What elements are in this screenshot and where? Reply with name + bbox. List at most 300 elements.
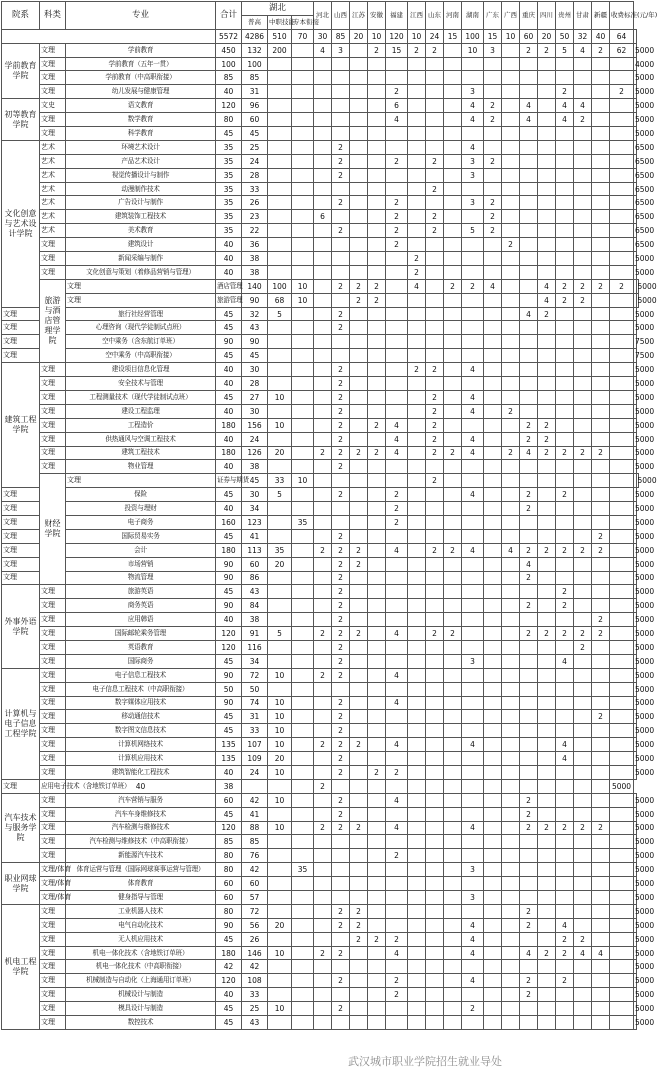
major-cell: 机电一体化技术（中高职衔接）	[66, 960, 216, 974]
quota-cell	[292, 765, 314, 779]
quota-cell	[314, 710, 332, 724]
quota-cell	[592, 210, 610, 224]
major-cell: 建设工程监理	[66, 404, 216, 418]
header-province: 山东	[426, 2, 444, 30]
quota-cell	[444, 946, 462, 960]
quota-cell: 4	[520, 446, 538, 460]
quota-cell: 33	[268, 474, 292, 488]
quota-cell	[426, 85, 444, 99]
header-province: 湖南	[462, 2, 484, 30]
quota-cell	[350, 946, 368, 960]
quota-cell: 4	[386, 946, 408, 960]
quota-cell: 80	[216, 904, 242, 918]
quota-cell	[574, 210, 592, 224]
quota-cell	[574, 738, 592, 752]
fee-cell: 5000	[634, 252, 637, 266]
quota-cell	[538, 140, 556, 154]
quota-cell	[520, 127, 538, 141]
quota-cell	[538, 85, 556, 99]
category-cell: 文理	[40, 932, 66, 946]
quota-cell	[592, 765, 610, 779]
quota-cell: 42	[216, 960, 242, 974]
major-cell: 文化创意与策划（着修品营销与管理）	[66, 265, 216, 279]
quota-cell	[314, 877, 332, 891]
quota-cell	[502, 515, 520, 529]
quota-cell: 23	[242, 210, 268, 224]
quota-cell: 2	[556, 293, 574, 307]
quota-cell: 40	[216, 85, 242, 99]
quota-cell	[268, 682, 292, 696]
quota-cell: 38	[242, 460, 268, 474]
quota-cell	[444, 404, 462, 418]
quota-cell: 34	[242, 654, 268, 668]
quota-cell	[426, 265, 444, 279]
quota-cell: 10	[268, 738, 292, 752]
quota-cell	[484, 627, 502, 641]
quota-cell: 2	[556, 543, 574, 557]
major-cell: 物业管理	[66, 460, 216, 474]
quota-cell	[314, 127, 332, 141]
quota-cell	[484, 460, 502, 474]
quota-cell: 6	[386, 99, 408, 113]
quota-cell: 4	[386, 432, 408, 446]
table-row	[2, 224, 639, 238]
quota-cell	[368, 502, 386, 516]
quota-cell: 2	[592, 543, 610, 557]
quota-cell	[556, 154, 574, 168]
quota-cell: 45	[216, 932, 242, 946]
quota-cell	[538, 127, 556, 141]
table-row	[2, 196, 639, 210]
quota-cell: 10	[268, 668, 292, 682]
quota-cell	[502, 710, 520, 724]
quota-cell	[350, 307, 368, 321]
quota-cell	[292, 821, 314, 835]
quota-cell	[502, 1016, 520, 1030]
quota-cell	[574, 432, 592, 446]
quota-cell	[444, 835, 462, 849]
quota-cell	[386, 779, 408, 793]
quota-cell	[592, 168, 610, 182]
quota-cell	[610, 877, 634, 891]
quota-cell: 40	[216, 238, 242, 252]
quota-cell	[610, 432, 634, 446]
quota-cell	[574, 140, 592, 154]
quota-cell	[314, 696, 332, 710]
quota-cell	[350, 140, 368, 154]
quota-cell: 72	[242, 668, 268, 682]
quota-cell	[538, 571, 556, 585]
header-fee: 收费标准(元/年)	[610, 2, 634, 30]
quota-cell	[368, 377, 386, 391]
quota-cell: 90	[216, 918, 242, 932]
quota-cell	[350, 599, 368, 613]
total-cell: 50	[556, 29, 574, 43]
quota-cell	[426, 807, 444, 821]
quota-cell: 2	[574, 279, 592, 293]
quota-cell	[292, 724, 314, 738]
quota-cell	[426, 821, 444, 835]
quota-cell	[426, 877, 444, 891]
quota-cell	[592, 835, 610, 849]
quota-cell	[484, 918, 502, 932]
quota-cell	[574, 196, 592, 210]
quota-cell: 33	[242, 988, 268, 1002]
category-cell: 文理	[40, 252, 66, 266]
quota-cell	[592, 752, 610, 766]
quota-cell: 2	[556, 279, 574, 293]
quota-cell	[386, 460, 408, 474]
quota-cell	[520, 238, 538, 252]
quota-cell	[502, 877, 520, 891]
quota-cell	[292, 696, 314, 710]
quota-cell	[484, 724, 502, 738]
header-college: 院系	[2, 2, 40, 30]
quota-cell	[462, 752, 484, 766]
quota-cell	[350, 502, 368, 516]
quota-cell	[520, 363, 538, 377]
quota-cell	[408, 182, 426, 196]
quota-cell	[574, 529, 592, 543]
quota-cell: 2	[332, 946, 350, 960]
quota-cell: 4	[538, 293, 556, 307]
quota-cell	[484, 821, 502, 835]
quota-cell	[408, 210, 426, 224]
quota-cell: 2	[332, 807, 350, 821]
quota-cell	[444, 738, 462, 752]
quota-cell	[408, 682, 426, 696]
category-cell: 文史	[40, 99, 66, 113]
quota-cell: 36	[242, 238, 268, 252]
quota-cell	[386, 71, 408, 85]
table-row	[2, 918, 639, 932]
quota-cell	[538, 460, 556, 474]
quota-cell	[502, 752, 520, 766]
quota-cell	[332, 127, 350, 141]
quota-cell	[592, 474, 610, 488]
quota-cell	[574, 710, 592, 724]
quota-cell	[268, 974, 292, 988]
quota-cell	[268, 849, 292, 863]
quota-cell	[444, 335, 462, 349]
quota-cell	[556, 793, 574, 807]
quota-cell	[610, 488, 634, 502]
quota-cell: 45	[242, 349, 268, 363]
quota-cell: 85	[216, 71, 242, 85]
quota-cell	[610, 765, 634, 779]
quota-cell	[520, 710, 538, 724]
quota-cell	[538, 807, 556, 821]
quota-cell	[350, 377, 368, 391]
quota-cell	[350, 585, 368, 599]
quota-cell	[368, 557, 386, 571]
quota-cell	[556, 265, 574, 279]
quota-cell	[408, 390, 426, 404]
quota-cell	[610, 154, 634, 168]
quota-cell	[538, 349, 556, 363]
quota-cell	[538, 224, 556, 238]
quota-cell	[332, 238, 350, 252]
quota-cell: 40	[216, 363, 242, 377]
quota-cell: 4	[462, 543, 484, 557]
quota-cell	[520, 849, 538, 863]
major-cell: 汽车检测与维修技术（中高职衔接）	[66, 835, 216, 849]
quota-cell: 4	[386, 696, 408, 710]
quota-cell	[332, 849, 350, 863]
quota-cell: 2	[332, 307, 350, 321]
quota-cell	[574, 307, 592, 321]
quota-cell	[426, 724, 444, 738]
quota-cell	[408, 543, 426, 557]
quota-cell: 10	[268, 1002, 292, 1016]
quota-cell	[444, 99, 462, 113]
quota-cell	[610, 182, 634, 196]
quota-cell	[520, 1016, 538, 1030]
quota-cell	[408, 988, 426, 1002]
major-cell: 国际商务	[66, 654, 216, 668]
quota-cell	[350, 57, 368, 71]
major-cell: 机电一体化技术（含地铁订单班）	[66, 946, 216, 960]
quota-cell: 2	[332, 404, 350, 418]
quota-cell	[314, 349, 332, 363]
quota-cell	[574, 891, 592, 905]
table-row	[2, 877, 639, 891]
quota-cell	[350, 877, 368, 891]
quota-cell	[332, 113, 350, 127]
college-cell: 机电工程学院	[2, 904, 40, 1029]
quota-cell: 4	[386, 793, 408, 807]
quota-cell	[556, 418, 574, 432]
quota-cell: 84	[242, 599, 268, 613]
quota-cell	[314, 793, 332, 807]
quota-cell	[426, 779, 444, 793]
table-row	[2, 127, 639, 141]
quota-cell	[556, 682, 574, 696]
quota-cell	[520, 891, 538, 905]
quota-cell	[426, 321, 444, 335]
major-cell: 数控技术	[66, 1016, 216, 1030]
quota-cell	[610, 224, 634, 238]
quota-cell	[520, 515, 538, 529]
quota-cell	[386, 724, 408, 738]
quota-cell	[520, 863, 538, 877]
quota-cell	[332, 779, 350, 793]
major-cell: 工程造价	[66, 418, 216, 432]
quota-cell	[556, 335, 574, 349]
total-cell: 64	[610, 29, 634, 43]
quota-cell: 2	[332, 793, 350, 807]
quota-cell	[592, 307, 610, 321]
quota-cell	[368, 738, 386, 752]
quota-cell: 2	[538, 821, 556, 835]
quota-cell: 4	[556, 752, 574, 766]
quota-cell	[350, 752, 368, 766]
quota-cell	[292, 363, 314, 377]
quota-cell	[556, 474, 574, 488]
quota-cell	[520, 738, 538, 752]
quota-cell	[444, 988, 462, 1002]
quota-cell: 2	[426, 43, 444, 57]
quota-cell	[350, 460, 368, 474]
quota-cell	[574, 252, 592, 266]
fee-cell: 5000	[634, 1016, 637, 1030]
quota-cell: 2	[426, 446, 444, 460]
quota-cell	[444, 779, 462, 793]
major-cell: 计算机应用技术	[66, 752, 216, 766]
quota-cell: 4	[538, 279, 556, 293]
quota-cell	[538, 793, 556, 807]
quota-cell	[444, 390, 462, 404]
quota-cell: 90	[216, 335, 242, 349]
quota-cell	[426, 863, 444, 877]
quota-cell	[350, 668, 368, 682]
quota-cell	[314, 307, 332, 321]
quota-cell	[484, 738, 502, 752]
quota-cell	[268, 196, 292, 210]
quota-cell	[502, 460, 520, 474]
major-cell: 环境艺术设计	[66, 140, 216, 154]
fee-cell: 5000	[634, 390, 637, 404]
quota-cell: 2	[332, 696, 350, 710]
quota-cell	[502, 390, 520, 404]
quota-cell	[462, 71, 484, 85]
category-cell: 文理	[2, 529, 40, 543]
quota-cell: 2	[314, 738, 332, 752]
quota-cell	[292, 404, 314, 418]
quota-cell: 2	[426, 474, 444, 488]
quota-cell	[292, 335, 314, 349]
quota-cell	[314, 557, 332, 571]
quota-cell	[502, 835, 520, 849]
quota-cell	[484, 640, 502, 654]
quota-cell: 126	[242, 446, 268, 460]
quota-cell: 180	[216, 446, 242, 460]
quota-cell: 2	[592, 529, 610, 543]
header-total: 合计	[216, 2, 242, 30]
quota-cell	[292, 113, 314, 127]
quota-cell: 10	[268, 418, 292, 432]
quota-cell	[426, 238, 444, 252]
quota-cell	[292, 446, 314, 460]
quota-cell: 90	[216, 599, 242, 613]
quota-cell	[484, 835, 502, 849]
quota-cell	[574, 418, 592, 432]
category-cell: 文理	[40, 460, 66, 474]
quota-cell: 120	[216, 627, 242, 641]
header-province: 重庆	[520, 2, 538, 30]
college-cell: 财经学院	[40, 474, 66, 585]
quota-cell	[444, 904, 462, 918]
quota-cell	[292, 432, 314, 446]
quota-cell	[556, 349, 574, 363]
quota-cell	[520, 779, 538, 793]
quota-cell: 15	[386, 43, 408, 57]
quota-cell	[408, 793, 426, 807]
quota-cell	[368, 390, 386, 404]
quota-cell	[592, 488, 610, 502]
quota-cell	[386, 863, 408, 877]
quota-cell	[444, 793, 462, 807]
quota-cell	[538, 835, 556, 849]
major-cell: 模具设计与制造	[66, 1002, 216, 1016]
quota-cell: 3	[462, 154, 484, 168]
quota-cell	[426, 349, 444, 363]
quota-cell	[268, 57, 292, 71]
quota-cell: 4	[462, 404, 484, 418]
quota-cell	[368, 488, 386, 502]
category-cell: 文理	[40, 668, 66, 682]
quota-cell	[502, 349, 520, 363]
quota-cell	[350, 390, 368, 404]
quota-cell	[502, 210, 520, 224]
quota-cell	[462, 849, 484, 863]
quota-cell	[484, 71, 502, 85]
quota-cell: 2	[408, 363, 426, 377]
quota-cell: 43	[242, 321, 268, 335]
quota-cell: 2	[332, 154, 350, 168]
quota-cell	[592, 1016, 610, 1030]
quota-cell	[502, 863, 520, 877]
quota-cell: 4	[386, 668, 408, 682]
quota-cell	[592, 599, 610, 613]
category-cell: 文理	[40, 599, 66, 613]
quota-cell	[444, 918, 462, 932]
quota-cell: 2	[520, 918, 538, 932]
quota-cell	[314, 224, 332, 238]
quota-cell	[350, 432, 368, 446]
quota-cell	[350, 265, 368, 279]
fee-cell: 5000	[634, 891, 637, 905]
quota-cell	[426, 696, 444, 710]
major-cell: 汽车营销与服务	[66, 793, 216, 807]
quota-cell: 2	[386, 502, 408, 516]
quota-cell	[314, 613, 332, 627]
quota-cell	[502, 529, 520, 543]
quota-cell	[314, 654, 332, 668]
quota-cell: 113	[242, 543, 268, 557]
quota-cell: 6	[314, 210, 332, 224]
quota-cell	[314, 57, 332, 71]
quota-cell	[610, 127, 634, 141]
quota-cell	[350, 99, 368, 113]
quota-cell: 2	[592, 627, 610, 641]
quota-cell	[314, 71, 332, 85]
quota-cell	[592, 557, 610, 571]
quota-cell	[610, 738, 634, 752]
quota-cell	[592, 404, 610, 418]
major-cell: 语文教育	[66, 99, 216, 113]
quota-cell	[314, 891, 332, 905]
quota-cell	[292, 849, 314, 863]
quota-cell	[332, 988, 350, 1002]
quota-cell	[610, 543, 634, 557]
quota-cell: 2	[538, 946, 556, 960]
quota-cell	[292, 85, 314, 99]
fee-cell: 7500	[634, 335, 637, 349]
quota-cell	[610, 140, 634, 154]
quota-cell: 2	[520, 793, 538, 807]
quota-cell	[538, 238, 556, 252]
table-row	[2, 988, 639, 1002]
category-cell: 文理	[40, 404, 66, 418]
quota-cell	[386, 752, 408, 766]
quota-cell	[538, 1002, 556, 1016]
quota-cell: 2	[332, 765, 350, 779]
fee-cell: 5000	[634, 654, 637, 668]
category-cell: 艺术	[40, 182, 66, 196]
quota-cell	[592, 140, 610, 154]
quota-cell	[408, 613, 426, 627]
